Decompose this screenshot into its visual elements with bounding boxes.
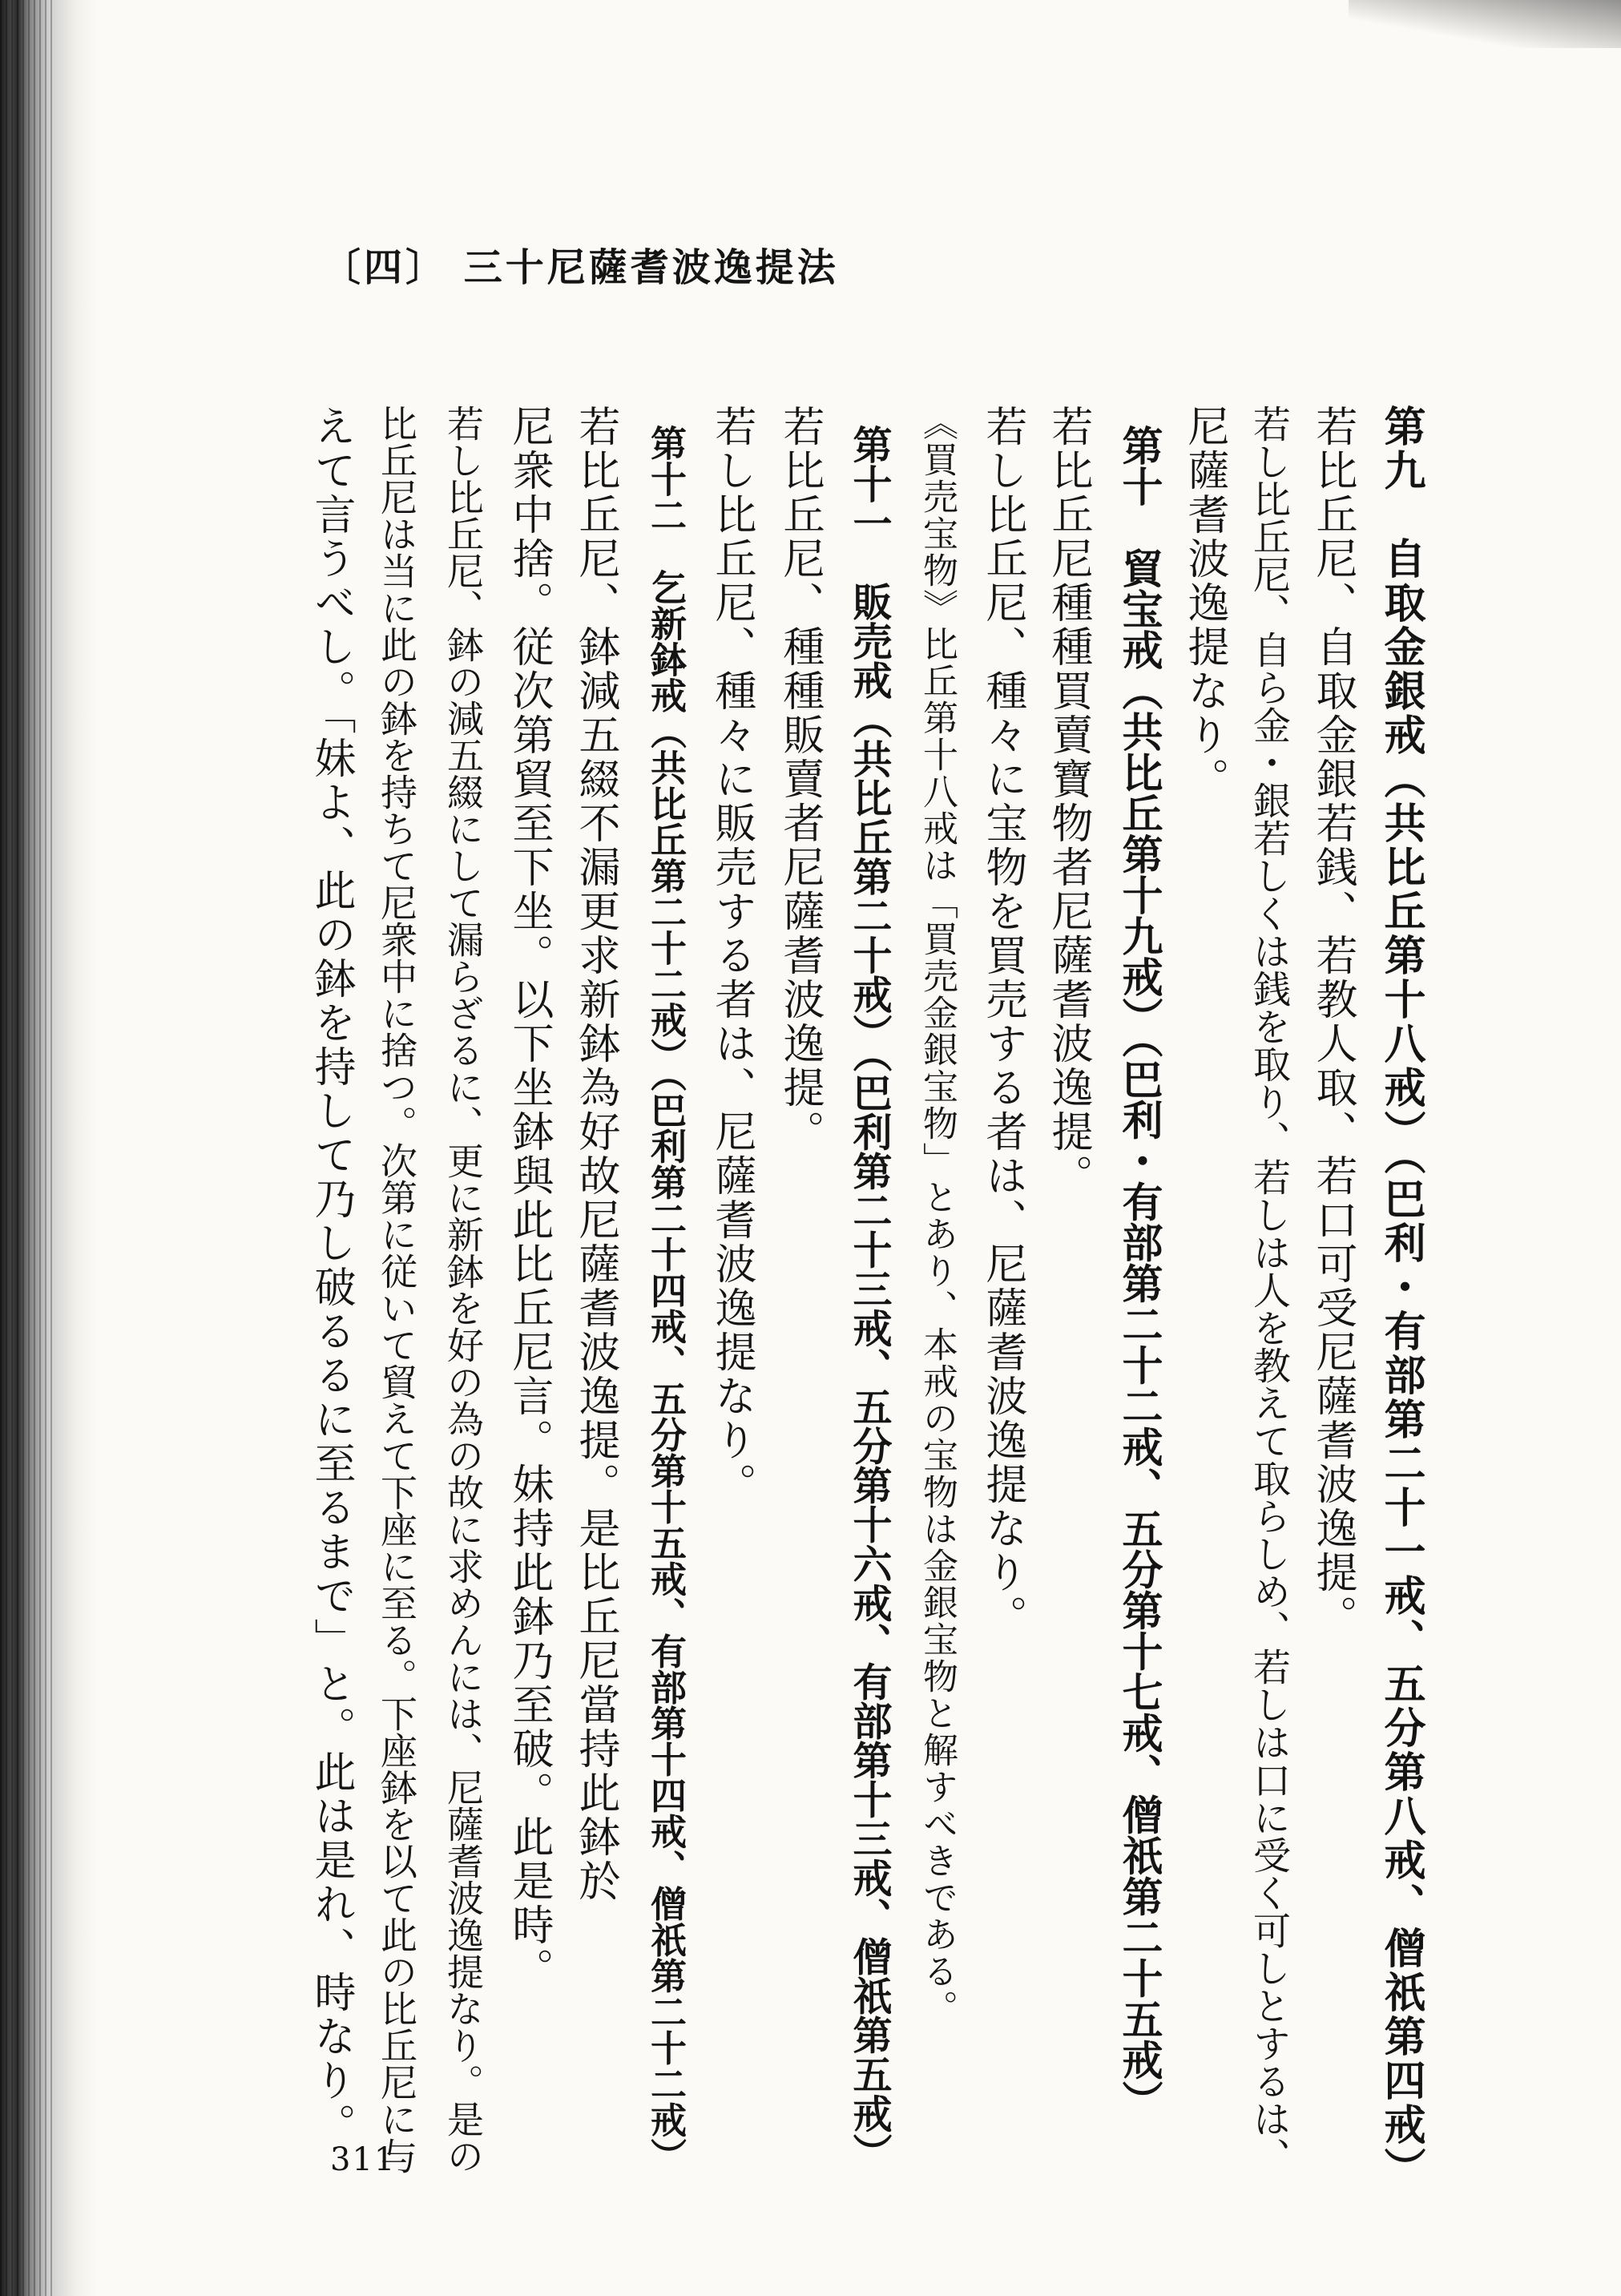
precept-9-japanese-line1: 若し比丘尼、自ら金・銀若しくは銭を取り、若しは人を教えて取らしめ、若しは口に受く可しとするは、 [1247,405,1291,2175]
precept-12-japanese-line3: えて言うべし。「妹よ、此の鉢を持して乃し破るるに至るまで」と。此は是れ、時なり。 [307,405,355,2147]
precept-heading-11: 第十一 販売戒（共比丘第二十戒）（巴利第二十三戒、五分第十六戒、有部第十三戒、僧祇第五戒） [847,425,893,2173]
page-number: 311 [330,2141,397,2178]
precept-11-japanese: 若し比丘尼、種々に販売する者は、尼薩耆波逸提なり。 [708,405,756,1507]
precept-heading-12: 第十二 乞新鉢戒（共比丘第二十二戒）（巴利第二十四戒、五分第十五戒、有部第十四戒、僧祇第二十二戒） [644,425,687,2174]
precept-12-japanese-line1: 若し比丘尼、鉢の減五綴にして漏らざるに、更に新鉢を好の為の故に求めんには、尼薩耆波逸提なり。是の [442,405,485,2174]
precept-10-note: 《買売宝物》比丘第十八戒は「買売金銀宝物」とあり、本戒の宝物は金銀宝物と解すべきである。 [917,405,958,2027]
precept-12-chinese-line1: 若比丘尼、鉢減五綴不漏更求新鉢為好故尼薩耆波逸提。是比丘尼當持此鉢於 [571,405,619,1903]
precept-12-chinese-line2: 尼衆中捨。従次第貿至下坐。以下坐鉢與此比丘尼言。妹持此鉢乃至破。此是時。 [505,405,553,1991]
precept-10-japanese: 若し比丘尼、種々に宝物を買売する者は、尼薩耆波逸提なり。 [978,405,1026,1639]
precept-heading-9: 第九 自取金銀戒（共比丘第十八戒）（巴利・有部第二十一戒、五分第八戒、僧祇第四戒） [1377,405,1425,2191]
precept-heading-10: 第十 貿宝戒（共比丘第十九戒）（巴利・有部第二十二戒、五分第十七戒、僧祇第二十五戒） [1115,425,1163,2121]
precept-9-japanese-line2: 尼薩耆波逸提なり。 [1180,405,1228,801]
section-heading: 〔四〕 三十尼薩耆波逸提法 [322,245,839,290]
precept-10-chinese: 若比丘尼種種買賣寶物者尼薩耆波逸提。 [1044,405,1092,1198]
precept-9-chinese: 若比丘尼、自取金銀若銭、若教人取、若口可受尼薩耆波逸提。 [1308,405,1357,1639]
precept-12-japanese-line2: 比丘尼は当に此の鉢を持ちて尼衆中に捨つ。次第に従いて貿えて下座に至る。下座鉢を以て此の比丘尼に与 [375,405,418,2174]
precept-11-chinese: 若比丘尼、種種販賣者尼薩耆波逸提。 [776,405,824,1154]
